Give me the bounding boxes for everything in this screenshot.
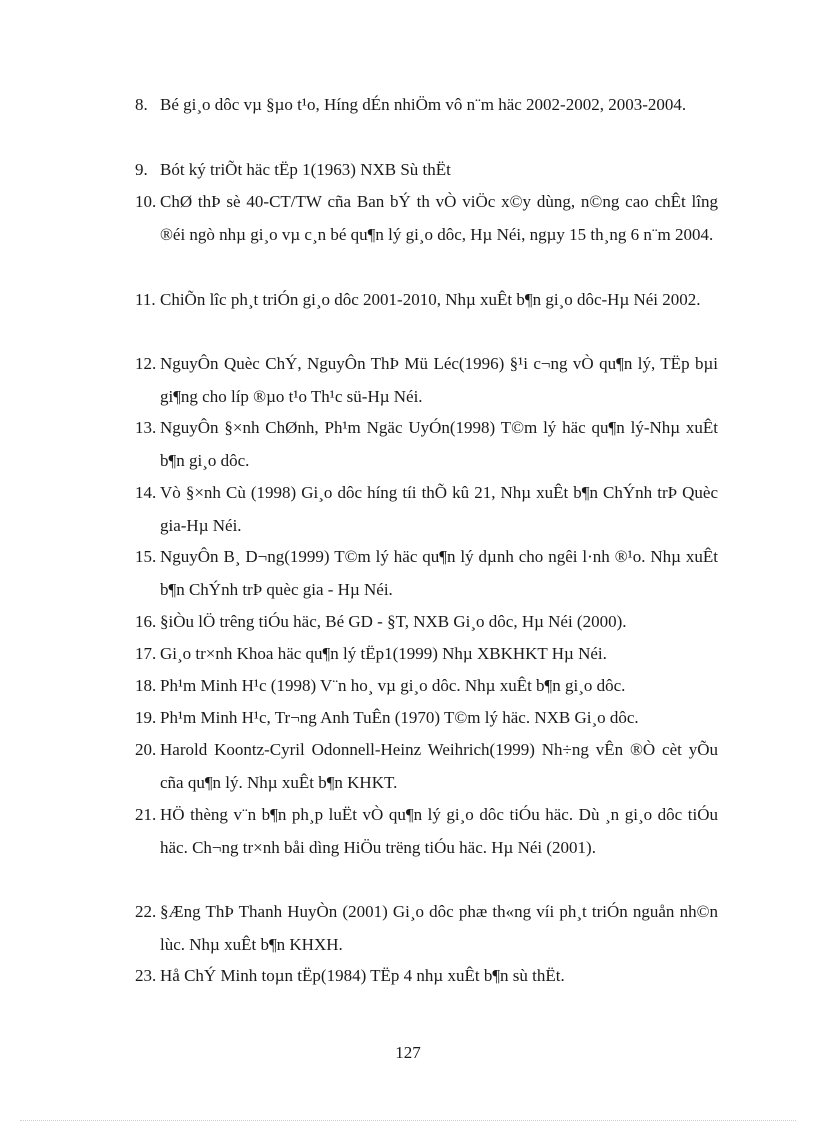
reference-number: 21. <box>135 805 157 824</box>
reference-item <box>135 960 718 993</box>
reference-text: Hå ChÝ Minh toµn tËp(1984) TËp 4 nhµ xuÊt b¶n sù thËt. <box>160 966 565 985</box>
reference-text: ChiÕn lîc ph¸t triÓn gi¸o dôc 2001-2010, Nhµ xuÊt b¶n gi¸o dôc-Hµ Néi 2002. <box>160 290 701 309</box>
reference-number: 23. <box>135 966 157 985</box>
reference-item <box>135 799 718 864</box>
reference-item <box>135 541 718 606</box>
reference-item <box>135 348 718 413</box>
reference-number: 20. <box>135 740 157 759</box>
reference-number: 9. <box>135 160 148 179</box>
reference-text: Gi¸o tr×nh Khoa häc qu¶n lý tËp1(1999) Nhµ XBKHKT Hµ Néi. <box>160 644 607 663</box>
reference-text: Ph¹m Minh H¹c (1998) V¨n ho¸ vµ gi¸o dôc. Nhµ xuÊt b¶n gi¸o dôc. <box>160 676 626 695</box>
reference-text: Harold Koontz-Cyril Odonnell-Heinz Weihrich(1999) Nh÷ng vÊn ®Ò cèt yÕu cña qu¶n lý. Nhµ xuÊt b¶n KHKT. <box>160 740 718 792</box>
reference-item <box>135 702 718 735</box>
reference-item <box>135 186 718 251</box>
reference-text: NguyÔn §×nh ChØnh, Ph¹m Ngäc UyÓn(1998) T©m lý häc qu¶n lý-Nhµ xuÊt b¶n gi¸o dôc. <box>160 418 718 470</box>
reference-item <box>135 734 718 799</box>
reference-number: 22. <box>135 902 157 921</box>
reference-text: Vò §×nh Cù (1998) Gi¸o dôc híng tíi thÕ kû 21, Nhµ xuÊt b¶n ChÝnh trÞ Quèc gia-Hµ Néi. <box>160 483 718 535</box>
reference-item <box>135 284 718 317</box>
reference-item <box>135 89 718 122</box>
reference-text: Bót ký triÕt häc tËp 1(1963) NXB Sù thËt <box>160 160 451 179</box>
reference-item <box>135 412 718 477</box>
reference-text: NguyÔn Quèc ChÝ, NguyÔn ThÞ Mü Léc(1996) §¹i c¬ng vÒ qu¶n lý, TËp bµi gi¶ng cho líp ®µo t¹o Th¹c sü-Hµ Néi. <box>160 354 718 406</box>
reference-item <box>135 606 718 639</box>
reference-number: 19. <box>135 708 157 727</box>
reference-item <box>135 154 718 187</box>
reference-item <box>135 670 718 703</box>
reference-number: 17. <box>135 644 157 663</box>
reference-text: NguyÔn B¸ D¬ng(1999) T©m lý häc qu¶n lý dµnh cho ngêi l·nh ®¹o. Nhµ xuÊt b¶n ChÝnh trÞ quèc gia - Hµ Néi. <box>160 547 718 599</box>
page-number: 127 <box>395 1043 421 1062</box>
reference-number: 18. <box>135 676 157 695</box>
reference-number: 15. <box>135 547 157 566</box>
reference-text: Ph¹m Minh H¹c, Tr¬ng Anh TuÊn (1970) T©m lý häc. NXB Gi¸o dôc. <box>160 708 639 727</box>
reference-text: §Æng ThÞ Thanh HuyÒn (2001) Gi¸o dôc phæ th«ng víi ph¸t triÓn nguån nh©n lùc. Nhµ xuÊt b¶n KHXH. <box>160 902 718 954</box>
reference-number: 14. <box>135 483 157 502</box>
reference-number: 8. <box>135 95 148 114</box>
reference-item <box>135 896 718 961</box>
reference-number: 13. <box>135 418 157 437</box>
reference-number: 16. <box>135 612 157 631</box>
reference-number: 12. <box>135 354 157 373</box>
reference-number: 11. <box>135 290 156 309</box>
reference-text: §iÒu lÖ trêng tiÓu häc, Bé GD - §T, NXB Gi¸o dôc, Hµ Néi (2000). <box>160 612 627 631</box>
reference-item <box>135 638 718 671</box>
reference-number: 10. <box>135 192 157 211</box>
reference-item <box>135 477 718 542</box>
reference-text: HÖ thèng v¨n b¶n ph¸p luËt vÒ qu¶n lý gi¸o dôc tiÓu häc. Dù ¸n gi¸o dôc tiÓu häc. Ch¬ng tr×nh båi dìng HiÖu trëng tiÓu häc. Hµ Néi (2001). <box>160 805 718 857</box>
reference-text: Bé gi¸o dôc vµ §µo t¹o, Híng dÉn nhiÖm vô n¨m häc 2002-2002, 2003-2004. <box>160 95 687 114</box>
bottom-dotted-rule <box>20 1120 796 1121</box>
reference-text: ChØ thÞ sè 40-CT/TW cña Ban bÝ th vÒ viÖc x©y dùng, n©ng cao chÊt lîng ®éi ngò nhµ gi¸o vµ c¸n bé qu¶n lý gi¸o dôc, Hµ Néi, ngµy 15 th¸ng 6 n¨m 2004. <box>160 192 718 244</box>
